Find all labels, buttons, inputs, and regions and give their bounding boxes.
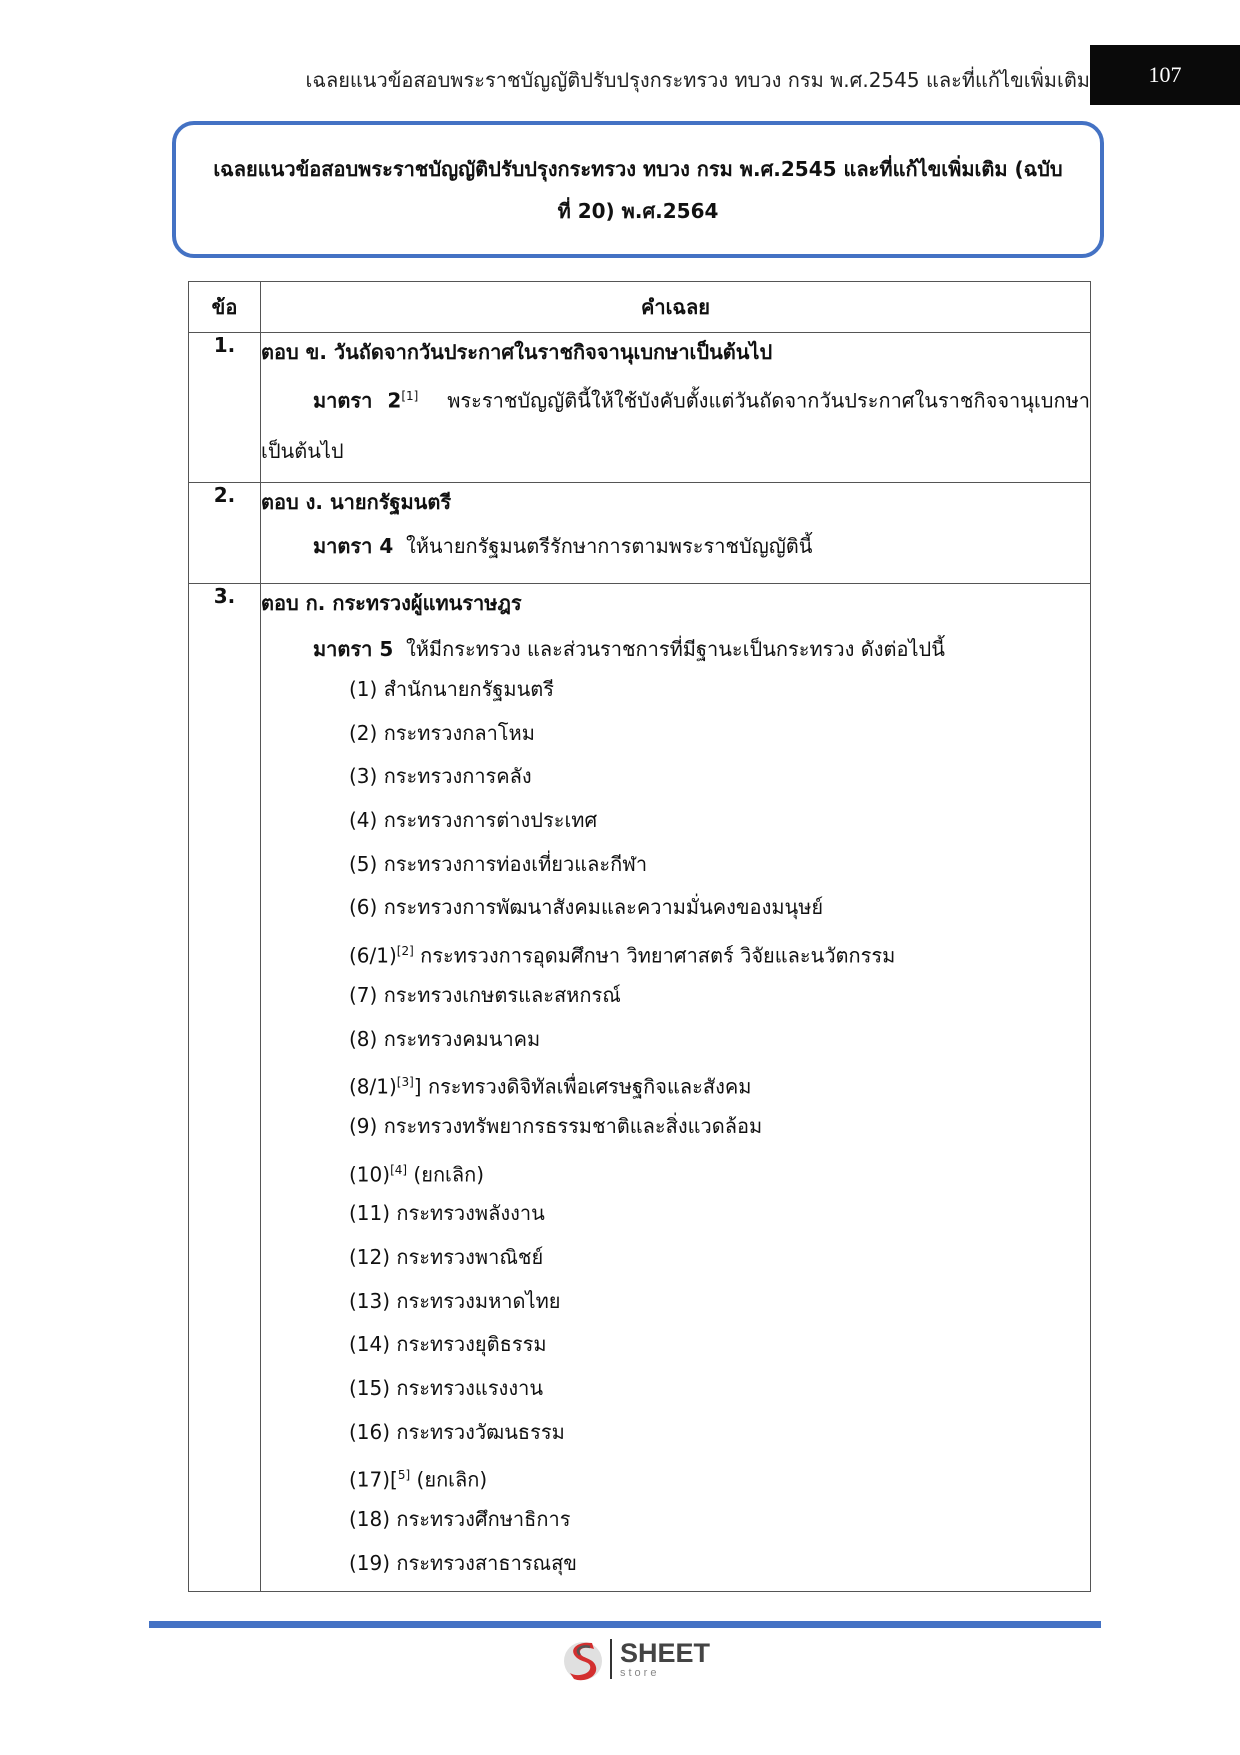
list-item	[349, 1105, 1090, 1149]
list-item	[349, 930, 1090, 974]
list-item-text: กระทรวงการอุดมศึกษา วิทยาศาสตร์ วิจัยและนวัตกรรม	[413, 943, 896, 968]
list-item-text: (18) กระทรวงศึกษาธิการ	[349, 1507, 571, 1532]
column-header-no: ข้อ	[189, 282, 261, 333]
list-item-text: (17)[	[349, 1468, 398, 1493]
footnote-ref: [1]	[401, 389, 419, 403]
list-item-text: (19) กระทรวงสาธารณสุข	[349, 1550, 577, 1575]
list-item-text: (7) กระทรวงเกษตรและสหกรณ์	[349, 982, 621, 1007]
logo-wordmark	[620, 1637, 711, 1679]
table-row	[189, 483, 1091, 584]
answer-text: ตอบ ง. นายกรัฐมนตรี	[261, 490, 452, 514]
logo-sub-text: store	[620, 1666, 660, 1679]
list-item	[349, 1454, 1090, 1498]
document-title	[213, 148, 1062, 232]
answer-text: ตอบ ก. กระทรวงผู้แทนราษฎร	[261, 591, 522, 615]
column-header-answer: คำเฉลย	[261, 282, 1091, 333]
list-item-text: (1) สำนักนายกรัฐมนตรี	[349, 677, 554, 701]
row-answer-cell	[261, 483, 1091, 584]
logo-main-text: SHEET	[620, 1637, 711, 1668]
row-answer-cell	[261, 333, 1091, 483]
list-item	[349, 1498, 1090, 1542]
law-label: มาตรา 4	[313, 534, 394, 558]
list-item	[349, 974, 1090, 1018]
footer-rule	[149, 1621, 1101, 1628]
list-item-text: (8/1)	[349, 1074, 397, 1099]
answer-table	[188, 281, 1091, 1592]
list-item-text: (6) กระทรวงการพัฒนาสังคมและความมั่นคงของมนุษย์	[349, 895, 824, 920]
table-row	[189, 584, 1091, 1592]
list-item-text: (2) กระทรวงกลาโหม	[349, 720, 535, 745]
list-item-text: (16) กระทรวงวัฒนธรรม	[349, 1419, 565, 1444]
list-item	[349, 1367, 1090, 1411]
list-item-text: ] กระทรวงดิจิทัลเพื่อเศรษฐกิจและสังคม	[413, 1074, 752, 1099]
law-text: ให้นายกรัฐมนตรีรักษาการตามพระราชบัญญัตินี้	[405, 534, 813, 558]
list-item	[349, 1018, 1090, 1062]
law-paragraph	[261, 371, 1090, 476]
law-text: ให้มีกระทรวง และส่วนราชการที่มีฐานะเป็นกระทรวง ดังต่อไปนี้	[405, 637, 945, 661]
list-item	[349, 843, 1090, 887]
sheet-store-logo	[562, 1635, 710, 1683]
footnote-ref: [2]	[396, 944, 414, 959]
list-item	[349, 886, 1090, 930]
ministry-list	[261, 668, 1090, 1585]
list-item-text: (8) กระทรวงคมนาคม	[349, 1026, 541, 1051]
list-item-text: (3) กระทรวงการคลัง	[349, 764, 532, 789]
list-item	[349, 1280, 1090, 1324]
footnote-ref: 5]	[397, 1468, 411, 1483]
list-item	[349, 799, 1090, 843]
title-box	[172, 121, 1104, 258]
list-item-text: (ยกเลิก)	[410, 1468, 488, 1493]
list-item-text: (11) กระทรวงพลังงาน	[349, 1201, 545, 1226]
row-number: 1.	[189, 333, 261, 483]
list-item-text: (15) กระทรวงแรงงาน	[349, 1376, 543, 1400]
list-item	[349, 1192, 1090, 1236]
list-item-text: (5) กระทรวงการท่องเที่ยวและกีฬา	[349, 851, 648, 876]
table-header-row	[189, 282, 1091, 333]
list-item-text: (4) กระทรวงการต่างประเทศ	[349, 808, 598, 833]
list-item	[349, 668, 1090, 712]
list-item-text: (9) กระทรวงทรัพยากรธรรมชาติและสิ่งแวดล้อม	[349, 1113, 763, 1138]
footnote-ref: [4]	[390, 1162, 408, 1177]
page-number: 107	[1090, 45, 1240, 105]
list-item	[349, 1061, 1090, 1105]
law-text: พระราชบัญญัตินี้ให้ใช้บังคับตั้งแต่วันถัดจากวันประกาศในราชกิจจานุเบกษาเป็นต้นไป	[261, 388, 1090, 463]
law-paragraph	[261, 622, 1090, 668]
list-item-text: (ยกเลิก)	[407, 1162, 485, 1187]
footnote-ref: [3]	[396, 1075, 414, 1090]
list-item-text: (6/1)	[349, 943, 397, 968]
row-number: 2.	[189, 483, 261, 584]
title-line-2: ที่ 20) พ.ศ.2564	[557, 198, 719, 223]
list-item	[349, 1323, 1090, 1367]
logo-divider	[610, 1639, 612, 1679]
list-item	[349, 712, 1090, 756]
list-item-text: (13) กระทรวงมหาดไทย	[349, 1288, 561, 1313]
law-label: มาตรา 2	[313, 388, 402, 413]
sheet-store-logo-icon	[562, 1635, 604, 1683]
law-label: มาตรา 5	[313, 637, 394, 661]
row-answer-cell	[261, 584, 1091, 1592]
row-number: 3.	[189, 584, 261, 1592]
table-row	[189, 333, 1091, 483]
running-header: เฉลยแนวข้อสอบพระราชบัญญัติปรับปรุงกระทรวง ทบวง กรม พ.ศ.2545 และที่แก้ไขเพิ่มเติม	[305, 68, 1090, 92]
answer-text: ตอบ ข. วันถัดจากวันประกาศในราชกิจจานุเบกษาเป็นต้นไป	[261, 340, 773, 364]
list-item	[349, 755, 1090, 799]
list-item-text: (10)	[349, 1162, 391, 1187]
list-item-text: (12) กระทรวงพาณิชย์	[349, 1244, 544, 1269]
list-item	[349, 1542, 1090, 1586]
list-item	[349, 1411, 1090, 1455]
list-item-text: (14) กระทรวงยุติธรรม	[349, 1332, 547, 1357]
list-item	[349, 1149, 1090, 1193]
title-line-1: เฉลยแนวข้อสอบพระราชบัญญัติปรับปรุงกระทรวง ทบวง กรม พ.ศ.2545 และที่แก้ไขเพิ่มเติม (ฉบับ	[213, 156, 1063, 181]
law-paragraph	[261, 521, 1090, 571]
list-item	[349, 1236, 1090, 1280]
